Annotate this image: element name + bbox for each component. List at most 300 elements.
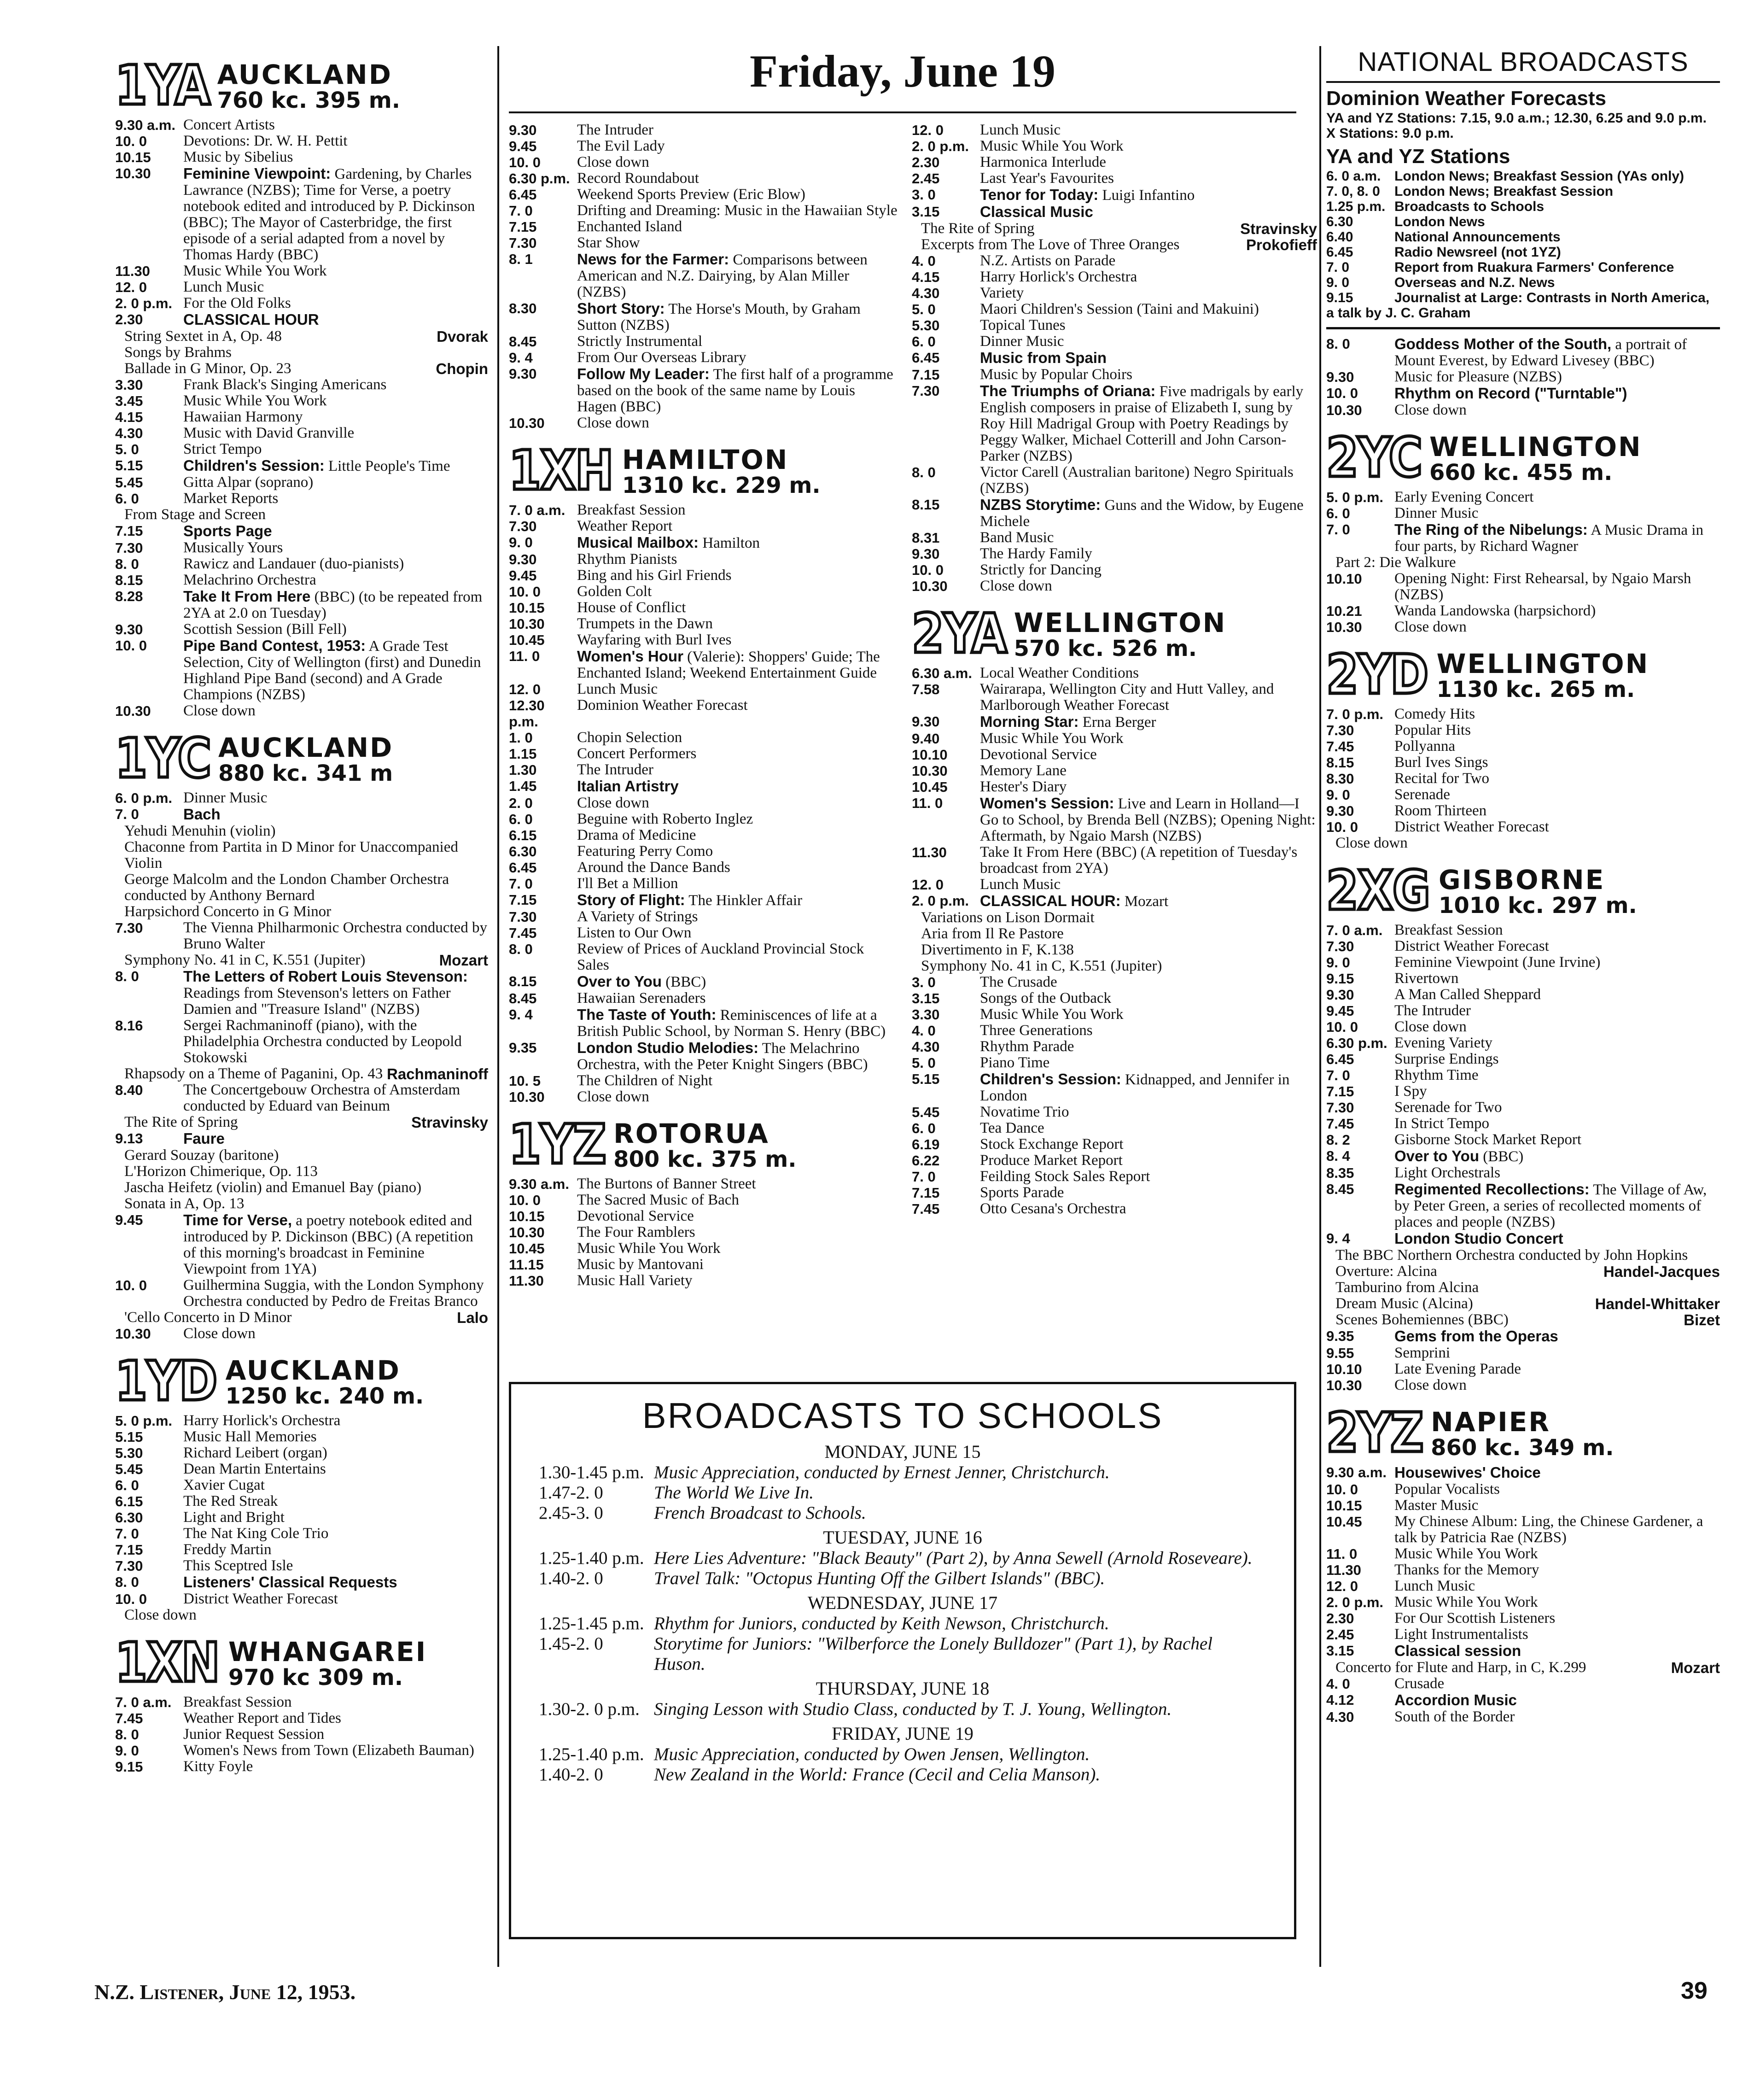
programme-time: 7.15 <box>1326 1083 1354 1100</box>
programme-time: 5.15 <box>115 1429 143 1445</box>
schools-item <box>539 1548 1266 1568</box>
programme-entry <box>912 1055 1317 1071</box>
programme-description: Memory Lane <box>980 762 1067 779</box>
programme-entry <box>1326 336 1720 369</box>
station-call-sign: 2XG <box>1326 859 1430 922</box>
programme-text <box>980 779 1317 795</box>
programme-entry <box>509 154 898 170</box>
programme-title-bold: Story of Flight: <box>577 891 685 908</box>
programme-text <box>577 1208 898 1224</box>
programme-text <box>577 1240 898 1257</box>
composer-name: Handel-Whittaker <box>1595 1295 1720 1312</box>
programme-text <box>1394 1181 1720 1230</box>
programme-time: 7. 0 a.m. <box>509 502 565 518</box>
programme-time: 4. 0 <box>912 1023 936 1039</box>
national-line <box>1326 275 1720 290</box>
programme-entry <box>509 415 898 431</box>
programme-description: Light and Bright <box>183 1509 285 1526</box>
programme-title-bold: Short Story: <box>577 300 665 317</box>
programme-description: Serenade for Two <box>1394 1099 1502 1116</box>
programme-text <box>1394 1148 1720 1165</box>
national-line <box>1326 214 1720 229</box>
programme-text <box>183 1429 488 1445</box>
programme-description: Recital for Two <box>1394 770 1490 787</box>
programme-title-bold: Time for Verse, <box>183 1211 292 1228</box>
programme-time: 2. 0 p.m. <box>115 295 173 311</box>
programme-description: The Intruder <box>577 761 653 778</box>
station-city: WELLINGTON <box>1429 431 1642 462</box>
station-1yc <box>115 725 488 1342</box>
programme-time: 7.15 <box>509 219 537 235</box>
programme-description: The Evil Lady <box>577 138 665 154</box>
programme-entry <box>115 1212 488 1277</box>
programme-time: 9.30 <box>912 714 940 730</box>
programme-time: 11.30 <box>509 1273 544 1289</box>
programme-text <box>577 203 898 219</box>
programme-description: Wanda Landowska (harpsichord) <box>1394 603 1596 619</box>
programme-description: Light Orchestrals <box>1394 1164 1501 1181</box>
programme-entry <box>1326 571 1720 603</box>
programme-text <box>1394 1481 1720 1497</box>
programme-entry <box>509 1006 898 1040</box>
detail-text: Jascha Heifetz (violin) and Emanuel Bay (piano) <box>124 1179 422 1196</box>
programme-entry <box>509 925 898 941</box>
national-text: Broadcasts to Schools <box>1394 199 1545 214</box>
programme-text <box>980 1169 1317 1185</box>
programme-description: Close down <box>980 578 1052 594</box>
programme-entry <box>912 187 1317 204</box>
programme-text <box>183 1558 488 1574</box>
programme-entry <box>1326 1100 1720 1116</box>
programme-description: Trumpets in the Dawn <box>577 615 713 632</box>
programme-entry <box>912 546 1317 562</box>
programme-description: Hawaiian Harmony <box>183 409 303 425</box>
station-frequency: 880 kc. 341 m <box>218 760 393 786</box>
programme-description: Kitty Foyle <box>183 1758 253 1775</box>
station-logo <box>1326 642 1720 706</box>
programme-description: District Weather Forecast <box>183 1591 338 1607</box>
programme-text <box>577 1089 898 1105</box>
programme-time: 8. 0 <box>115 1726 139 1743</box>
programme-time: 10.30 <box>115 1326 151 1342</box>
programme-text <box>577 219 898 235</box>
composer-name: Stravinsky <box>1240 220 1317 237</box>
programme-text <box>183 409 488 425</box>
schools-item-time: 1.40-2. 0 <box>539 1765 603 1784</box>
station-2ya <box>912 601 1317 1217</box>
programme-text <box>183 457 488 474</box>
national-lines-list <box>1326 169 1720 321</box>
programme-time: 9.30 <box>509 366 537 382</box>
programme-text <box>1394 1083 1720 1100</box>
programme-text <box>980 301 1317 317</box>
programme-text <box>980 990 1317 1006</box>
national-time: 7. 0 <box>1326 260 1350 275</box>
programme-description: Five madrigals by early English composers in praise of Elizabeth I, sung by Roy Hill Madrigal Group with Poetry Readings by Peggy Walker, Michael Cotterill and John Carson-Parker (NZBS) <box>980 383 1304 464</box>
detail-text: Gerard Souzay (baritone) <box>124 1147 279 1164</box>
programme-entry <box>1326 505 1720 521</box>
programme-detail <box>912 926 1317 942</box>
schools-day-heading: MONDAY, JUNE 15 <box>824 1441 981 1462</box>
programme-entry <box>115 491 488 507</box>
programme-entry <box>1326 1676 1720 1692</box>
programme-description: Three Generations <box>980 1022 1093 1039</box>
programme-time: 10. 0 <box>115 133 147 149</box>
programme-description: Victor Carell (Australian baritone) Negro Spirituals (NZBS) <box>980 464 1294 497</box>
programme-entry <box>115 1277 488 1310</box>
programme-entry <box>115 1326 488 1342</box>
schools-item <box>539 1744 1266 1765</box>
station-1xh <box>509 438 898 1105</box>
programme-time: 6.30 <box>115 1509 143 1526</box>
programme-description: Rawicz and Landauer (duo-pianists) <box>183 556 404 572</box>
programme-text <box>577 300 898 333</box>
programme-entry <box>509 1192 898 1208</box>
programme-entry <box>509 843 898 860</box>
programme-entry <box>912 383 1317 464</box>
programme-entry <box>1326 771 1720 787</box>
programme-detail <box>115 1066 488 1082</box>
programme-text <box>183 1461 488 1477</box>
programme-time: 6.45 <box>509 860 537 876</box>
programme-time: 5.45 <box>912 1104 940 1120</box>
programme-description: Dinner Music <box>1394 505 1479 521</box>
programme-time: 6.15 <box>115 1493 143 1509</box>
programme-text <box>1394 1361 1720 1377</box>
programme-text <box>1394 1116 1720 1132</box>
programme-detail <box>115 1607 488 1623</box>
programme-detail <box>1326 835 1720 851</box>
composer-name: Handel-Jacques <box>1603 1263 1720 1280</box>
programme-description: Late Evening Parade <box>1394 1361 1521 1377</box>
national-line <box>1326 260 1720 275</box>
station-name-block <box>228 1638 427 1690</box>
programme-time: 6. 0 <box>1326 505 1350 521</box>
programme-entry <box>509 122 898 138</box>
national-text: Journalist at Large: Contrasts in North America, a talk by J. C. Graham <box>1326 290 1710 321</box>
programme-detail <box>115 839 488 872</box>
programme-entry <box>115 377 488 393</box>
masthead-rule <box>509 111 1296 113</box>
programme-description: The Melachrino Orchestra, with the Peter Knight Singers (BBC) <box>577 1040 868 1073</box>
programme-entry <box>115 1694 488 1710</box>
programme-time: 7.30 <box>509 909 537 925</box>
programme-time: 2. 0 p.m. <box>912 893 969 909</box>
national-text: Radio Newsreel (not 1YZ) <box>1394 245 1561 260</box>
programme-entry <box>1326 603 1720 619</box>
programme-entry <box>912 1039 1317 1055</box>
composer-name: Bizet <box>1684 1311 1720 1328</box>
programme-entry <box>1326 1514 1720 1546</box>
programme-time: 6.15 <box>509 827 537 843</box>
programme-description: Drifting and Dreaming: Music in the Hawaiian Style <box>577 202 898 219</box>
programme-entry <box>509 518 898 534</box>
programme-text <box>577 235 898 251</box>
programme-text <box>183 393 488 409</box>
station-city: WELLINGTON <box>1014 607 1227 638</box>
programme-time: 8.15 <box>115 572 143 588</box>
programme-entry <box>1326 521 1720 555</box>
programme-time: 2.30 <box>1326 1610 1354 1626</box>
programme-description: The Intruder <box>577 122 653 138</box>
programme-time: 4.30 <box>115 425 143 441</box>
programme-time: 10.10 <box>912 747 948 763</box>
programme-time: 12. 0 <box>912 122 944 138</box>
programme-description: Feminine Viewpoint (June Irvine) <box>1394 954 1601 971</box>
programme-entry <box>912 253 1317 269</box>
station-city: GISBORNE <box>1438 864 1605 895</box>
programme-description: Dominion Weather Forecast <box>577 697 748 714</box>
schools-item <box>539 1699 1266 1720</box>
programme-title-bold: London Studio Concert <box>1394 1230 1563 1247</box>
programme-entry <box>912 795 1317 844</box>
programme-description: Kidnapped, and Jennifer in London <box>980 1071 1290 1104</box>
programme-time: 9. 0 <box>1326 954 1350 971</box>
programme-detail <box>115 1196 488 1212</box>
programme-entry <box>509 941 898 973</box>
programme-text <box>1394 505 1720 521</box>
programme-text <box>577 730 898 746</box>
programme-description: Take It From Here (BBC) (A repetition of Tuesday's broadcast from 2YA) <box>980 844 1298 877</box>
programme-entry <box>115 1413 488 1429</box>
national-time: 9. 0 <box>1326 275 1350 290</box>
programme-entry <box>1326 738 1720 755</box>
programme-entry <box>1326 1709 1720 1725</box>
schools-item-text: New Zealand in the World: France (Cecil and Celia Manson). <box>654 1765 1101 1784</box>
programme-entry <box>509 1073 898 1089</box>
programme-time: 7. 0 <box>1326 521 1350 538</box>
programme-time: 8.30 <box>1326 771 1354 787</box>
programme-entry <box>912 333 1317 350</box>
station-name-block <box>226 1357 424 1408</box>
programme-time: 6. 0 <box>115 491 139 507</box>
programme-description: Close down <box>1394 1377 1467 1393</box>
programme-text <box>980 1201 1317 1217</box>
national-line <box>1326 229 1720 245</box>
composer-name: Stravinsky <box>411 1114 488 1131</box>
programme-text <box>980 714 1317 731</box>
programme-description: Erna Berger <box>1082 714 1156 731</box>
programme-title-bold: Bach <box>183 806 221 823</box>
programme-text <box>1394 803 1720 819</box>
station-1yz <box>509 1111 898 1289</box>
programme-entry <box>912 1023 1317 1039</box>
programme-entry <box>509 502 898 518</box>
programme-description: Weather Report <box>577 518 673 534</box>
programme-description: Lunch Music <box>980 876 1061 893</box>
programme-time: 5. 0 p.m. <box>115 1413 173 1429</box>
programme-entry <box>115 425 488 441</box>
column-2 <box>509 122 898 1375</box>
programme-time: 9.13 <box>115 1130 143 1147</box>
programme-description: (Valerie): Shoppers' Guide; The Enchanted Island; Weekend Entertainment Guide <box>577 649 880 681</box>
programme-text <box>980 122 1317 138</box>
programme-time: 9.40 <box>912 731 940 747</box>
programme-time: 8.15 <box>912 497 940 513</box>
detail-text: Part 2: Die Walkure <box>1335 554 1456 571</box>
programme-description: Reminiscences of life at a British Public School, by Norman S. Henry (BBC) <box>577 1007 886 1040</box>
programme-entry <box>912 497 1317 530</box>
programme-title-bold: Sports Page <box>183 522 272 539</box>
programme-entry <box>115 572 488 588</box>
programme-title-bold: Musical Mailbox: <box>577 534 699 551</box>
programme-time: 9.30 <box>1326 369 1354 385</box>
programme-description: Otto Cesana's Orchestra <box>980 1200 1126 1217</box>
programme-entry <box>1326 369 1720 385</box>
programme-time: 7.30 <box>1326 722 1354 738</box>
programme-text <box>183 1326 488 1342</box>
programme-detail <box>1326 1264 1720 1280</box>
programme-description: Music While You Work <box>1394 1545 1538 1562</box>
programme-text <box>980 763 1317 779</box>
programme-entry <box>115 556 488 572</box>
station-frequency: 1310 kc. 229 m. <box>622 473 821 498</box>
detail-text: Symphony No. 41 in C, K.551 (Jupiter) <box>921 958 1162 974</box>
station-1ya-continued <box>509 122 898 431</box>
programme-description: Review of Prices of Auckland Provincial Stock Sales <box>577 941 864 973</box>
programme-entry <box>509 1208 898 1224</box>
detail-text: Close down <box>124 1607 197 1623</box>
programme-entry <box>912 464 1317 497</box>
programme-description: Early Evening Concert <box>1394 489 1534 505</box>
programme-text <box>183 441 488 457</box>
programme-time: 4.30 <box>912 285 940 301</box>
programme-text <box>1394 1165 1720 1181</box>
programme-description: Piano Time <box>980 1054 1050 1071</box>
weather-forecast-times-ya: YA and YZ Stations: 7.15, 9.0 a.m.; 12.30, 6.25 and 9.0 p.m. <box>1326 111 1707 126</box>
programme-entry <box>115 1726 488 1743</box>
programme-description: Concert Performers <box>577 745 697 762</box>
programme-description: Dean Martin Entertains <box>183 1461 326 1477</box>
programme-title-bold: Accordion Music <box>1394 1691 1517 1708</box>
programme-entry <box>1326 1051 1720 1067</box>
programme-time: 7.30 <box>1326 938 1354 954</box>
programme-text <box>980 317 1317 333</box>
programme-entry <box>1326 755 1720 771</box>
programme-text <box>1394 706 1720 722</box>
programme-description: (BBC) (to be repeated from 2YA at 2.0 on Tuesday) <box>183 589 483 621</box>
programme-entry <box>509 1257 898 1273</box>
programme-entry <box>912 350 1317 367</box>
programme-entry <box>912 877 1317 893</box>
programme-time: 7. 0 <box>115 806 139 822</box>
programme-description: Devotional Service <box>577 1208 694 1224</box>
detail-text: The BBC Northern Orchestra conducted by John Hopkins <box>1335 1247 1688 1264</box>
programme-time: 9.30 <box>1326 803 1354 819</box>
programme-time: 4.15 <box>912 269 940 285</box>
programme-description: Close down <box>577 415 649 431</box>
programme-detail <box>115 507 488 523</box>
programme-time: 5. 0 <box>115 441 139 457</box>
programme-entry <box>115 409 488 425</box>
programme-description: Live and Learn in Holland—I Go to School, by Brenda Bell (NZBS); Opening Night: Aftermath, by Ngaio Marsh (NZBS) <box>980 796 1316 844</box>
programme-description: N.Z. Artists on Parade <box>980 252 1116 269</box>
programme-description: Pollyanna <box>1394 738 1455 755</box>
programme-text <box>183 1130 488 1147</box>
schools-day-heading: THURSDAY, JUNE 18 <box>816 1678 990 1699</box>
station-call-sign: 2YA <box>912 602 1007 665</box>
composer-name: Prokofieff <box>1246 236 1317 253</box>
schools-item-text: Travel Talk: "Octopus Hunting Off the Gilbert Islands" (BBC). <box>654 1568 1105 1588</box>
programme-entry <box>912 154 1317 170</box>
programme-entry <box>912 893 1317 910</box>
programme-text <box>183 1477 488 1493</box>
programme-time: 6. 0 <box>115 1477 139 1493</box>
programme-description: A Music Drama in four parts, by Richard Wagner <box>1394 522 1703 555</box>
station-logo <box>115 53 488 117</box>
programme-text <box>183 1018 488 1066</box>
programme-time: 6.30 p.m. <box>509 170 570 187</box>
programme-detail <box>912 910 1317 926</box>
programme-description: Luigi Infantino <box>1102 187 1195 204</box>
programme-time: 2.30 <box>912 154 940 170</box>
national-time: 9.15 <box>1326 290 1353 305</box>
programme-time: 7.45 <box>115 1710 143 1726</box>
programme-description: Hawaiian Serenaders <box>577 990 706 1006</box>
station-name-block <box>1431 1408 1614 1460</box>
schools-item <box>539 1614 1266 1634</box>
programme-text <box>980 497 1317 530</box>
programme-description: Hamilton <box>702 535 760 551</box>
programme-entry <box>509 300 898 333</box>
programme-time: 9.15 <box>115 1759 143 1775</box>
national-text: National Announcements <box>1394 229 1561 245</box>
programme-description: Frank Black's Singing Americans <box>183 376 387 393</box>
programme-description: Women's News from Town (Elizabeth Bauman) <box>183 1742 474 1759</box>
programme-text <box>1394 1100 1720 1116</box>
national-line <box>1326 169 1720 184</box>
programme-text <box>183 1759 488 1775</box>
programme-time: 4.30 <box>1326 1709 1354 1725</box>
station-1ya <box>115 53 488 719</box>
schools-day-heading: TUESDAY, JUNE 16 <box>823 1527 982 1548</box>
programme-description: Music by Sibelius <box>183 149 293 165</box>
programme-description: Sports Parade <box>980 1184 1064 1201</box>
programme-entry <box>912 1169 1317 1185</box>
programme-entry <box>115 1018 488 1066</box>
programme-text <box>980 795 1317 844</box>
programme-time: 10.45 <box>509 632 545 648</box>
programme-description: Little People's Time <box>328 458 450 474</box>
programme-entry <box>115 263 488 279</box>
programme-text <box>577 518 898 534</box>
programme-description: Melachrino Orchestra <box>183 572 316 588</box>
programme-entry <box>1326 1035 1720 1051</box>
station-call-sign: 1XH <box>509 439 613 502</box>
programme-text <box>1394 1626 1720 1643</box>
programme-description: The Four Ramblers <box>577 1224 695 1240</box>
programme-text <box>1394 1035 1720 1051</box>
schools-item-text: Storytime for Juniors: "Wilberforce the Lonely Bulldozer" (Part 1), by Rachel Huson. <box>654 1634 1213 1674</box>
programme-time: 3. 0 <box>912 187 936 203</box>
programme-time: 6. 0 <box>912 333 936 350</box>
programme-time: 7. 0 <box>115 1526 139 1542</box>
programme-entry <box>1326 1594 1720 1610</box>
programme-description: Devotional Service <box>980 746 1097 763</box>
programme-text <box>980 578 1317 594</box>
programme-text <box>980 665 1317 681</box>
programme-title-bold: Italian Artistry <box>577 778 679 795</box>
programme-time: 9.45 <box>1326 1003 1354 1019</box>
programme-entry <box>509 697 898 730</box>
programme-time: 3.30 <box>912 1006 940 1023</box>
programme-text <box>1394 1562 1720 1578</box>
weather-forecast-heading: Dominion Weather Forecasts <box>1326 87 1606 110</box>
programme-title-bold: Faure <box>183 1130 225 1147</box>
detail-text: Concerto for Flute and Harp, in C, K.299 <box>1335 1659 1586 1676</box>
programme-detail <box>912 942 1317 958</box>
programme-time: 7.45 <box>1326 1116 1354 1132</box>
